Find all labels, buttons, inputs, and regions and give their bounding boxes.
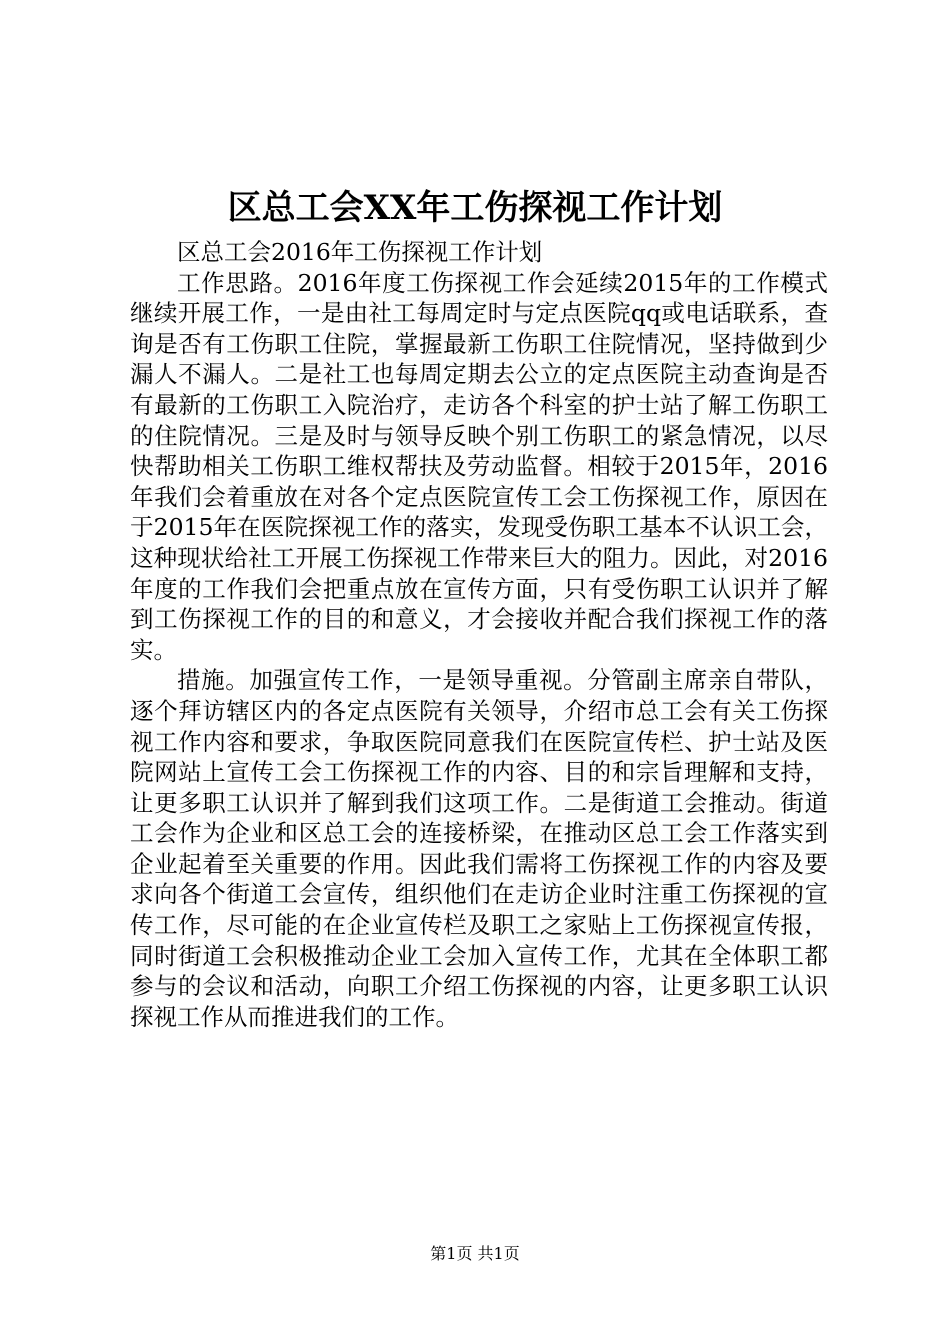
paragraph-measures: 措施。加强宣传工作，一是领导重视。分管副主席亲自带队，逐个拜访辖区内的各定点医院有关领导，介绍市总工会有关工伤探视工作内容和要求，争取医院同意我们在医院宣传栏、护士站及医院网站上宣传工会工伤探视工作的内容、目的和宗旨理解和支持，让更多职工认识并了解到我们这项工作。二是街道工会推动。街道工会作为企业和区总工会的连接桥梁，在推动区总工会工作落实到企业起着至关重要的作用。因此我们需将工伤探视工作的内容及要求向各个街道工会宣传，组织他们在走访企业时注重工伤探视的宣传工作，尽可能的在企业宣传栏及职工之家贴上工伤探视宣传报，同时街道工会积极推动企业工会加入宣传工作，尤其在全体职工都参与的会议和活动，向职工介绍工伤探视的内容，让更多职工认识探视工作从而推进我们的工作。	[130, 666, 828, 1031]
paragraph-subtitle: 区总工会2016年工伤探视工作计划	[177, 238, 543, 266]
document-title: 区总工会XX年工伤探视工作计划	[227, 188, 723, 228]
document-body	[130, 237, 828, 1032]
page-number-footer: 第1页 共1页	[430, 1244, 520, 1263]
paragraph-work-approach: 工作思路。2016年度工伤探视工作会延续2015年的工作模式继续开展工作，一是由社工每周定时与定点医院qq或电话联系，查询是否有工伤职工住院，掌握最新工伤职工住院情况，坚持做到少漏人不漏人。二是社工也每周定期去公立的定点医院主动查询是否有最新的工伤职工入院治疗，走访各个科室的护士站了解工伤职工的住院情况。三是及时与领导反映个别工伤职工的紧急情况，以尽快帮助相关工伤职工维权帮扶及劳动监督。相较于2015年，2016年我们会着重放在对各个定点医院宣传工会工伤探视工作，原因在于2015年在医院探视工作的落实，发现受伤职工基本不认识工会，这种现状给社工开展工伤探视工作带来巨大的阻力。因此，对2016年度的工作我们会把重点放在宣传方面，只有受伤职工认识并了解到工伤探视工作的目的和意义，才会接收并配合我们探视工作的落实。	[130, 268, 828, 664]
